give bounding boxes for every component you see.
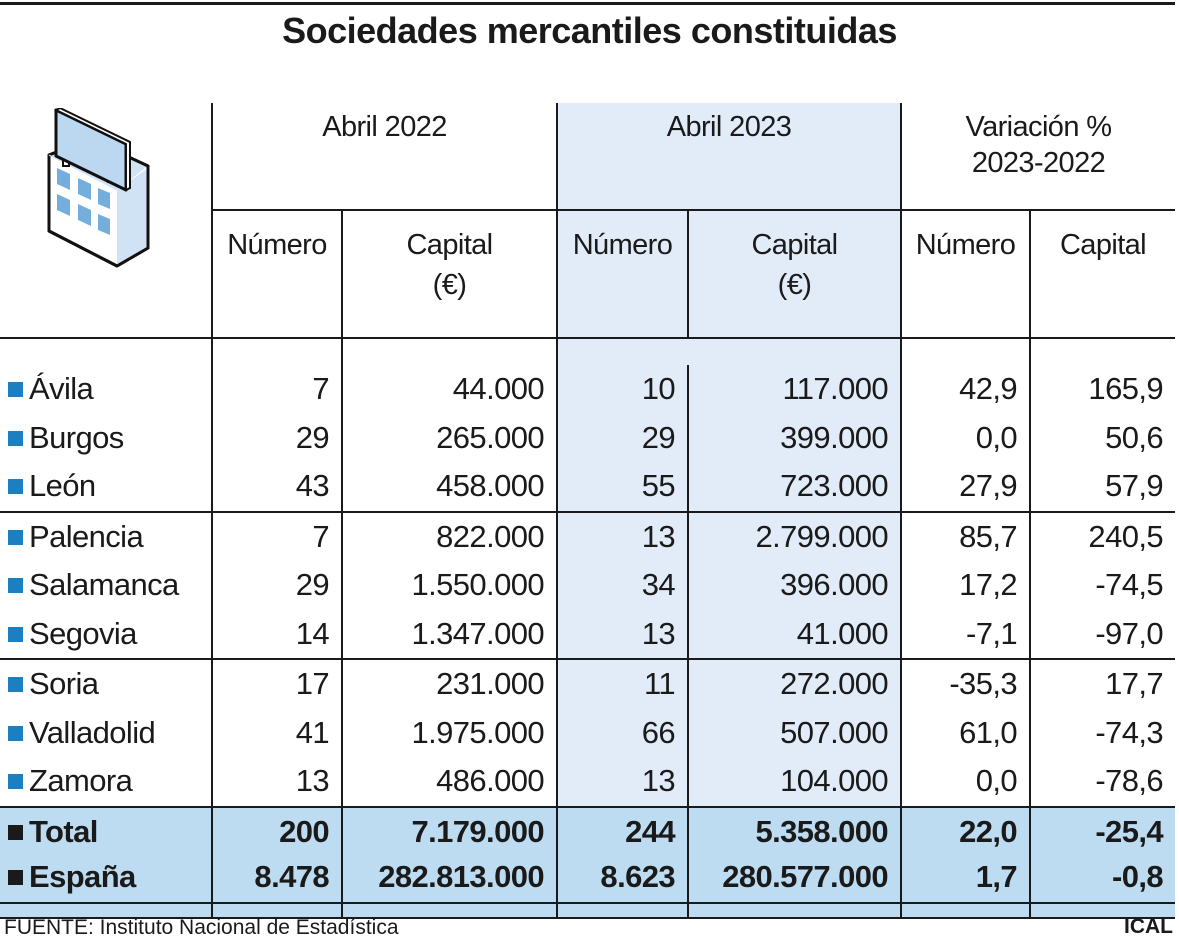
- cell-value: 1.347.000: [342, 610, 557, 660]
- bullet-square-icon: [8, 825, 23, 840]
- bullet-square-icon: [8, 627, 23, 642]
- cell-value: 34: [557, 561, 688, 610]
- bullet-square-icon: [8, 774, 23, 789]
- bullet-square-icon: [8, 870, 23, 885]
- cell-value: 14: [212, 610, 342, 660]
- cell-value: 85,7: [901, 512, 1030, 562]
- cell-value: 27,9: [901, 462, 1030, 512]
- cell-value: 29: [212, 414, 342, 463]
- cell-value: 55: [557, 462, 688, 512]
- cell-value: 7.179.000: [342, 807, 557, 857]
- table-row: [0, 757, 1175, 807]
- bullet-square-icon: [8, 677, 23, 692]
- cell-value: 117.000: [688, 365, 901, 414]
- cell-value: 29: [212, 561, 342, 610]
- table-row: [0, 659, 1175, 709]
- cell-value: 11: [557, 659, 688, 709]
- bullet-square-icon: [8, 726, 23, 741]
- row-name: Salamanca: [29, 567, 179, 603]
- bullet-square-icon: [8, 431, 23, 446]
- cell-value: 29: [557, 414, 688, 463]
- cell-value: 50,6: [1030, 414, 1175, 463]
- bullet-square-icon: [8, 578, 23, 593]
- subheader-line1: Número: [915, 229, 1016, 261]
- cell-value: 17,7: [1030, 659, 1175, 709]
- cell-value: 1,7: [901, 857, 1030, 918]
- cell-value: 104.000: [688, 757, 901, 807]
- source-note: FUENTE: Instituto Nacional de Estadística: [4, 916, 399, 939]
- subheader-3: [688, 210, 901, 338]
- cell-value: 8.478: [212, 857, 342, 918]
- cell-value: -78,6: [1030, 757, 1175, 807]
- cell-value: 458.000: [342, 462, 557, 512]
- row-name: Zamora: [29, 763, 133, 799]
- cell-value: 13: [557, 512, 688, 562]
- cell-value: 240,5: [1030, 512, 1175, 562]
- cell-value: 5.358.000: [688, 807, 901, 857]
- empty-header-cell: [0, 210, 212, 338]
- cell-value: 13: [557, 757, 688, 807]
- row-label: [0, 365, 212, 414]
- cell-value: 41: [212, 709, 342, 758]
- row-name: Burgos: [29, 419, 124, 455]
- brand-logo: ICAL: [1124, 915, 1173, 938]
- cell-value: 7: [212, 512, 342, 562]
- row-label: [0, 414, 212, 463]
- cell-value: 399.000: [688, 414, 901, 463]
- cell-value: -7,1: [901, 610, 1030, 660]
- cell-value: 17: [212, 659, 342, 709]
- cell-value: 265.000: [342, 414, 557, 463]
- cell-value: -97,0: [1030, 610, 1175, 660]
- row-name: Soria: [29, 666, 99, 702]
- cell-value: -35,3: [901, 659, 1030, 709]
- table-row: [0, 462, 1175, 512]
- cell-value: 22,0: [901, 807, 1030, 857]
- cell-value: 57,9: [1030, 462, 1175, 512]
- cell-value: -74,5: [1030, 561, 1175, 610]
- cell-value: 43: [212, 462, 342, 512]
- subheader-2: [557, 210, 688, 338]
- row-label: [0, 709, 212, 758]
- table-row: [0, 807, 1175, 857]
- row-label: [0, 610, 212, 660]
- table-row: [0, 414, 1175, 463]
- row-name: Palencia: [29, 518, 144, 554]
- spacer: [0, 338, 212, 365]
- subheader-line1: Capital: [406, 229, 493, 261]
- header-variacion-line2: 2023-2022: [971, 147, 1106, 179]
- cell-value: 231.000: [342, 659, 557, 709]
- cell-value: 1.550.000: [342, 561, 557, 610]
- row-label: [0, 857, 212, 918]
- row-name: Segovia: [29, 615, 137, 651]
- cell-value: 41.000: [688, 610, 901, 660]
- chart-title: Sociedades mercantiles constituidas: [282, 10, 897, 51]
- cell-value: 396.000: [688, 561, 901, 610]
- header-abril-2023: Abril 2023: [557, 103, 901, 210]
- cell-value: 822.000: [342, 512, 557, 562]
- cell-value: 13: [212, 757, 342, 807]
- subheader-line1: Número: [572, 229, 673, 261]
- bullet-square-icon: [8, 382, 23, 397]
- cell-value: 200: [212, 807, 342, 857]
- subheader-line1: Número: [227, 229, 327, 261]
- subheader-4: [901, 210, 1030, 338]
- cell-value: 13: [557, 610, 688, 660]
- cell-value: 66: [557, 709, 688, 758]
- table-row: [0, 610, 1175, 660]
- subheader-line2: (€): [432, 269, 467, 301]
- table-row: [0, 709, 1175, 758]
- cell-value: 0,0: [901, 414, 1030, 463]
- row-label: [0, 462, 212, 512]
- row-name: Valladolid: [29, 714, 156, 750]
- row-label: [0, 757, 212, 807]
- cell-value: 165,9: [1030, 365, 1175, 414]
- table-row: [0, 365, 1175, 414]
- cell-value: -74,3: [1030, 709, 1175, 758]
- cell-value: 486.000: [342, 757, 557, 807]
- cell-value: 272.000: [688, 659, 901, 709]
- row-name: Total: [29, 814, 98, 849]
- cell-value: 723.000: [688, 462, 901, 512]
- cell-value: 7: [212, 365, 342, 414]
- cell-value: 244: [557, 807, 688, 857]
- cell-value: -25,4: [1030, 807, 1175, 857]
- row-label: [0, 512, 212, 562]
- header-variacion-line1: Variación %: [965, 111, 1112, 143]
- footer-rule: [0, 902, 1175, 904]
- cell-value: 280.577.000: [688, 857, 901, 918]
- row-label: [0, 659, 212, 709]
- subheader-line1: Capital: [751, 229, 838, 261]
- row-name: León: [29, 468, 96, 504]
- data-table: [0, 103, 1175, 919]
- cell-value: 61,0: [901, 709, 1030, 758]
- header-abril-2022: Abril 2022: [212, 103, 557, 210]
- subheader-line2: (€): [777, 269, 812, 301]
- row-name: España: [29, 858, 136, 894]
- table-row: [0, 512, 1175, 562]
- subheader-line1: Capital: [1059, 229, 1147, 261]
- cell-value: 507.000: [688, 709, 901, 758]
- cell-value: 282.813.000: [342, 857, 557, 918]
- cell-value: 8.623: [557, 857, 688, 918]
- cell-value: 0,0: [901, 757, 1030, 807]
- header-variacion: [901, 103, 1175, 210]
- cell-value: 10: [557, 365, 688, 414]
- cell-value: 17,2: [901, 561, 1030, 610]
- subheader-5: [1030, 210, 1175, 338]
- bullet-square-icon: [8, 479, 23, 494]
- table-row: [0, 561, 1175, 610]
- subheader-0: [212, 210, 342, 338]
- cell-value: 1.975.000: [342, 709, 557, 758]
- cell-value: 2.799.000: [688, 512, 901, 562]
- top-rule: [0, 2, 1175, 5]
- cell-value: 42,9: [901, 365, 1030, 414]
- row-label: [0, 561, 212, 610]
- subheader-1: [342, 210, 557, 338]
- cell-value: 44.000: [342, 365, 557, 414]
- row-name: Ávila: [29, 371, 94, 407]
- row-label: [0, 807, 212, 857]
- table-row: [0, 857, 1175, 918]
- cell-value: -0,8: [1030, 857, 1175, 918]
- icon-cell: [0, 103, 212, 210]
- bullet-square-icon: [8, 530, 23, 545]
